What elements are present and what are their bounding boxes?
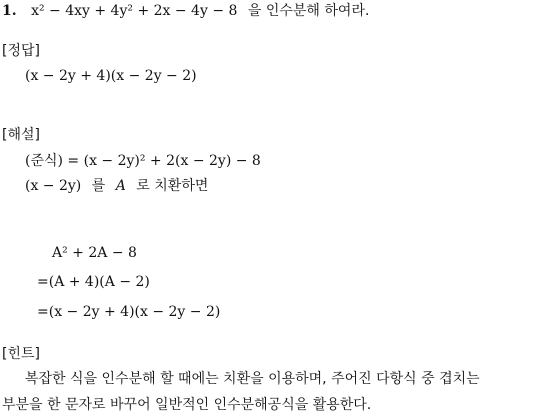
explanation-step-1: A² + 2A − 8 bbox=[52, 245, 137, 261]
explanation-substitution-particle: 를 bbox=[91, 178, 106, 194]
answer-label: [정답] bbox=[2, 43, 40, 59]
explanation-line-1 bbox=[25, 152, 261, 170]
explanation-substitution-expression: (x − 2y) bbox=[25, 178, 82, 194]
question-number: 1. bbox=[2, 3, 17, 19]
explanation-step-2: =(A + 4)(A − 2) bbox=[37, 274, 150, 290]
hint-label: [힌트] bbox=[2, 346, 40, 362]
explanation-line-2 bbox=[25, 177, 208, 195]
question-expression: x² − 4xy + 4y² + 2x − 4y − 8 bbox=[31, 3, 238, 19]
explanation-step-3: =(x − 2y + 4)(x − 2y − 2) bbox=[37, 304, 221, 320]
explanation-label: [해설] bbox=[2, 127, 40, 143]
question-instruction: 을 인수분해 하여라. bbox=[247, 3, 370, 19]
explanation-line-1-text: (준식) = (x − 2y)² + 2(x − 2y) − 8 bbox=[25, 153, 261, 169]
hint-line-2: 부분을 한 문자로 바꾸어 일반적인 인수분해공식을 활용한다. bbox=[2, 397, 372, 413]
question-line bbox=[2, 2, 369, 20]
explanation-substitution-text: 로 치환하면 bbox=[136, 178, 209, 194]
explanation-substitution-variable: A bbox=[115, 178, 126, 194]
answer-expression: (x − 2y + 4)(x − 2y − 2) bbox=[25, 68, 197, 84]
hint-line-1: 복잡한 식을 인수분해 할 때에는 치환을 이용하며, 주어진 다항식 중 겹치는 bbox=[25, 371, 480, 387]
